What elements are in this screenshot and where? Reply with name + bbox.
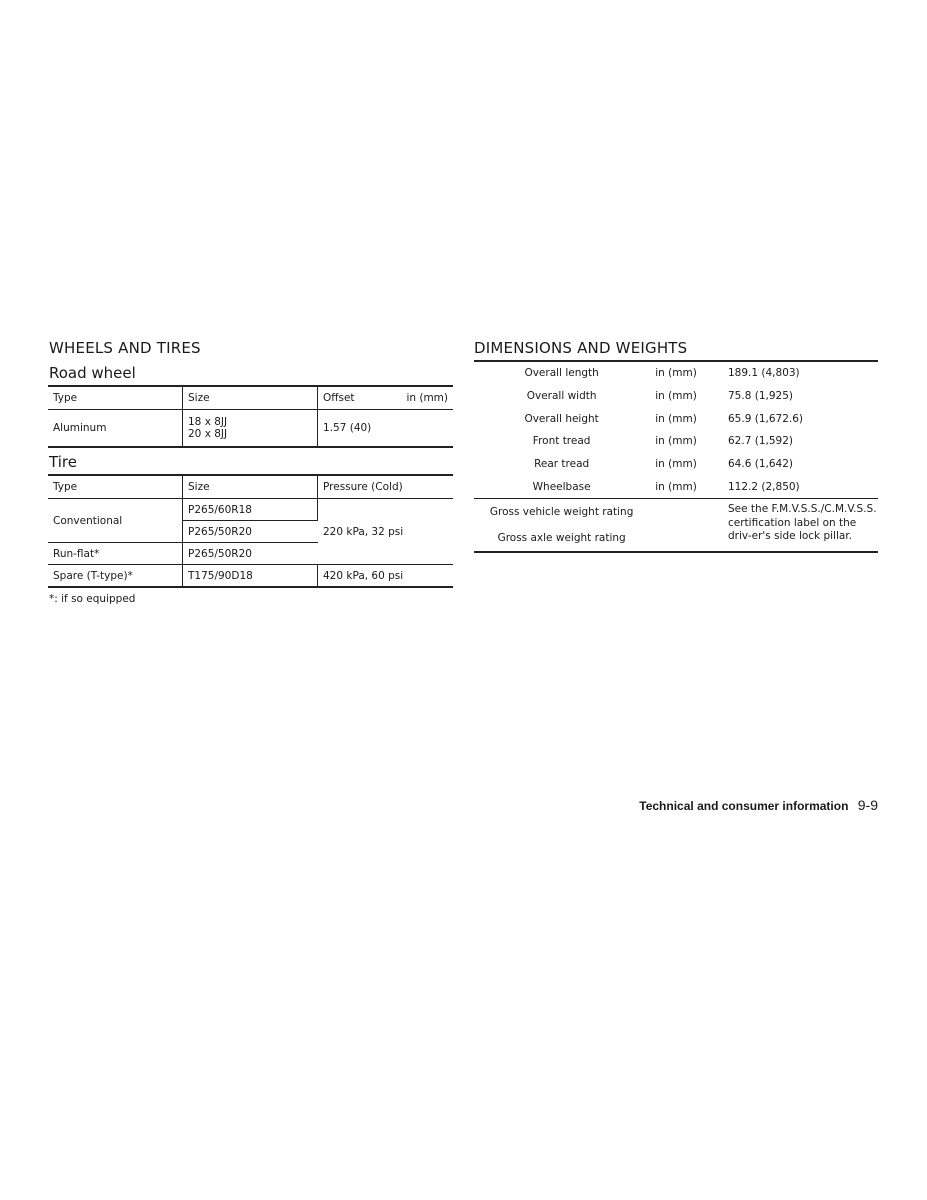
dimension-value: 189.1 (4,803) [728, 367, 800, 380]
dimension-unit: in (mm) [655, 480, 697, 493]
header-pressure: Pressure (Cold) [318, 475, 454, 499]
tire-size: P265/50R20 [183, 521, 318, 543]
certification-note: See the F.M.V.S.S./C.M.V.S.S. certification label on the driv-er's side lock pillar. [728, 503, 877, 543]
table-row [474, 385, 878, 408]
tire-type-run-flat: Run-flat* [48, 543, 183, 565]
tire-size: P265/50R20 [183, 543, 318, 565]
header-type: Type [48, 386, 183, 410]
tire-pressure-standard: 220 kPa, 32 psi [318, 499, 454, 565]
page-footer [639, 797, 878, 813]
dimension-label: Wheelbase [532, 480, 591, 493]
header-size: Size [183, 386, 318, 410]
dimension-label: Front tread [532, 435, 591, 448]
tire-pressure-spare: 420 kPa, 60 psi [318, 565, 454, 588]
table-row [474, 362, 878, 385]
table-row [474, 407, 878, 430]
table-row [474, 475, 878, 498]
tire-size: P265/60R18 [183, 499, 318, 521]
table-row [48, 499, 453, 521]
wheel-type: Aluminum [48, 410, 183, 448]
page-number: 9-9 [857, 797, 878, 813]
tire-table [48, 474, 453, 588]
gross-vehicle-label: Gross vehicle weight rating [489, 506, 634, 519]
tire-type-conventional: Conventional [48, 499, 183, 543]
tire-type-spare: Spare (T-type)* [48, 565, 183, 588]
dimension-unit: in (mm) [655, 367, 697, 380]
offset-label: Offset [323, 392, 355, 404]
dimensions-table [474, 362, 878, 553]
road-wheel-table [48, 385, 453, 448]
dimension-value: 62.7 (1,592) [728, 435, 793, 448]
header-offset [318, 386, 454, 410]
table-header-row [48, 386, 453, 410]
dimension-unit: in (mm) [655, 458, 697, 471]
table-header-row [48, 475, 453, 499]
wheel-sizes [183, 410, 318, 448]
table-row [48, 565, 453, 588]
table-row [474, 499, 878, 553]
dimension-unit: in (mm) [655, 390, 697, 403]
tire-size: T175/90D18 [183, 565, 318, 588]
wheel-size-20: 20 x 8JJ [188, 428, 228, 440]
wheel-offset: 1.57 (40) [323, 422, 372, 434]
dimension-unit: in (mm) [655, 412, 697, 425]
dimension-value: 65.9 (1,672.6) [728, 412, 803, 425]
road-wheel-heading: Road wheel [49, 364, 136, 382]
dimension-label: Rear tread [534, 458, 590, 471]
wheel-size-18: 18 x 8JJ [188, 416, 228, 428]
offset-unit: in (mm) [406, 392, 448, 404]
dimensions-heading: DIMENSIONS AND WEIGHTS [474, 339, 688, 357]
table-row [48, 410, 453, 448]
header-type: Type [48, 475, 183, 499]
gross-axle-label: Gross axle weight rating [497, 532, 626, 545]
footnote: *: if so equipped [49, 593, 136, 605]
table-row [474, 453, 878, 476]
header-size: Size [183, 475, 318, 499]
dimension-value: 75.8 (1,925) [728, 390, 793, 403]
dimension-unit: in (mm) [655, 435, 697, 448]
dimension-label: Overall length [524, 367, 599, 380]
tire-heading: Tire [49, 453, 77, 471]
dimension-label: Overall height [524, 412, 599, 425]
wheels-tires-heading: WHEELS AND TIRES [49, 339, 201, 357]
table-row [474, 430, 878, 453]
dimension-value: 112.2 (2,850) [728, 480, 800, 493]
dimension-value: 64.6 (1,642) [728, 458, 793, 471]
dimension-label: Overall width [526, 390, 597, 403]
section-name: Technical and consumer information [639, 799, 849, 813]
gross-labels [474, 499, 649, 553]
